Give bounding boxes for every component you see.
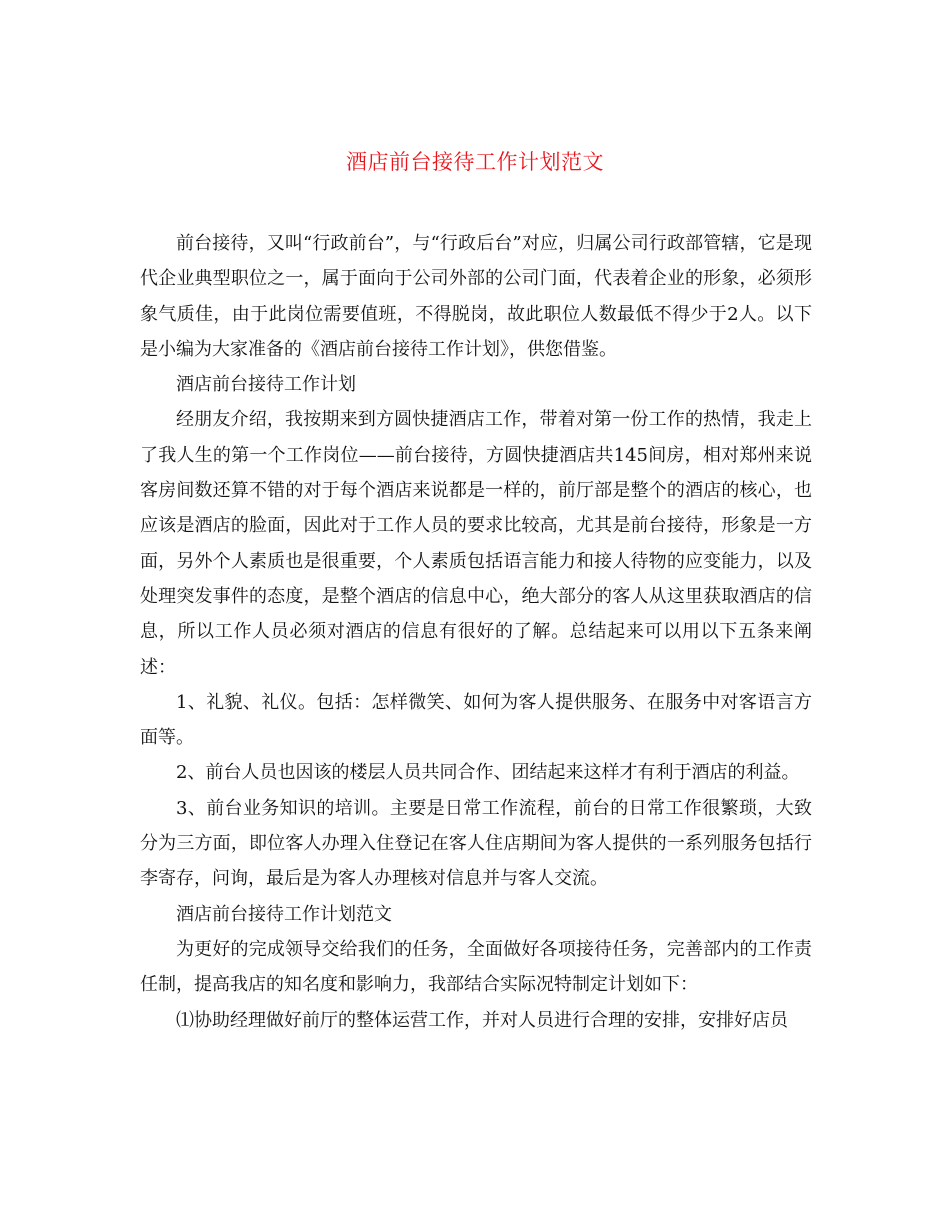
paragraph-intro: 前台接待，又叫“行政前台”，与“行政后台”对应，归属公司行政部管辖，它是现代企业典型职位之一，属于面向于公司外部的公司门面，代表着企业的形象，必须形象气质佳，由于此岗位需要值班，不得脱岗，故此职位人数最低不得少于2人。以下是小编为大家准备的《酒店前台接待工作计划》，供您借鉴。 [140, 233, 812, 360]
document-title: 酒店前台接待工作计划范文 [346, 150, 604, 174]
paragraph-experience: 经朋友介绍，我按期来到方圆快捷酒店工作，带着对第一份工作的热情，我走上了我人生的第一个工作岗位——前台接待，方圆快捷酒店共145间房，相对郑州来说客房间数还算不错的对于每个酒店来说都是一样的，前厅部是整个的酒店的核心，也应该是酒店的脸面，因此对于工作人员的要求比较高，尤其是前台接待，形象是一方面，另外个人素质也是很重要，个人素质包括语言能力和接人待物的应变能力，以及处理突发事件的态度，是整个酒店的信息中心，绝大部分的客人从这里获取酒店的信息，所以工作人员必须对酒店的信息有很好的了解。总结起来可以用以下五条来阐述： [140, 409, 812, 678]
list-item-2: 2、前台人员也因该的楼层人员共同合作、团结起来这样才有利于酒店的利益。 [176, 762, 800, 784]
paragraph-goal: 为更好的完成领导交给我们的任务，全面做好各项接待任务，完善部内的工作责任制，提高我店的知名度和影响力，我部结合实际况特制定计划如下： [140, 938, 812, 996]
list-item-1: 1、礼貌、礼仪。包括：怎样微笑、如何为客人提供服务、在服务中对客语言方面等。 [140, 691, 812, 749]
list-item-3: 3、前台业务知识的培训。主要是日常工作流程，前台的日常工作很繁琐，大致分为三方面，即位客人办理入住登记在客人住店期间为客人提供的一系列服务包括行李寄存，问询，最后是为客人办理核对信息并与客人交流。 [140, 797, 812, 890]
section-heading-sample: 酒店前台接待工作计划范文 [176, 903, 392, 925]
section-heading-plan: 酒店前台接待工作计划 [176, 374, 356, 396]
list-item-paren-1: ⑴协助经理做好前厅的整体运营工作，并对人员进行合理的安排，安排好店员 [176, 1009, 788, 1031]
document-body [140, 226, 812, 1038]
